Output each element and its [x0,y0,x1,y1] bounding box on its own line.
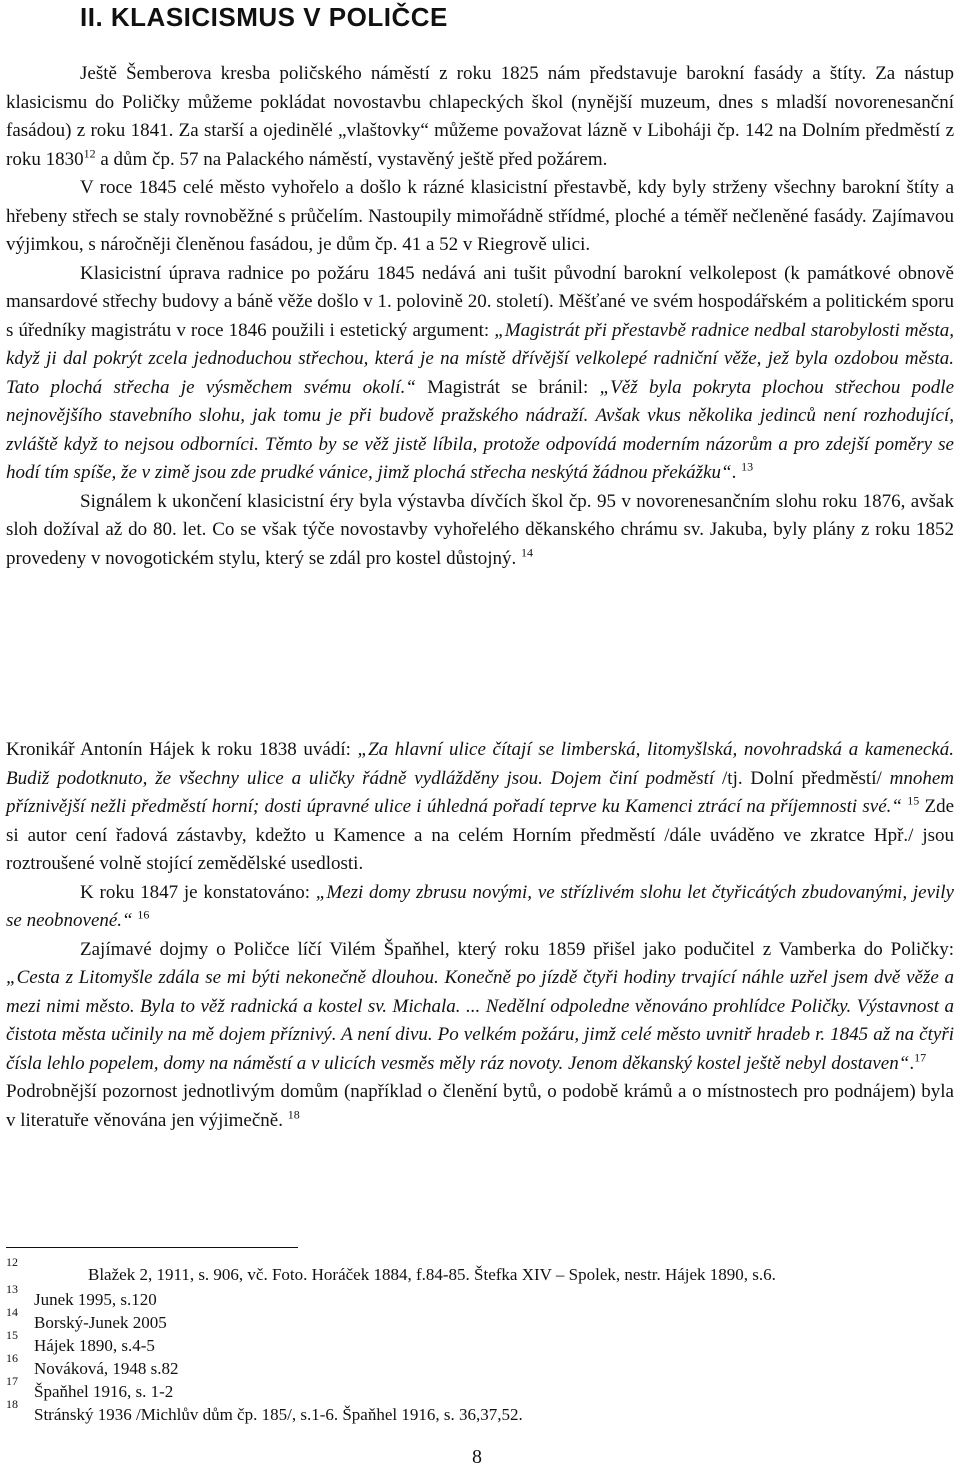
footnote-ref-14[interactable]: 14 [521,545,534,560]
footnote-ref-12[interactable]: 12 [83,146,96,161]
footnote-item: 12 Blažek 2, 1911, s. 906, vč. Foto. Horáček 1884, f.84-85. Štefka XIV – Spolek, nestr. Hájek 1890, s.6. [6,1255,776,1284]
footnote-ref-13[interactable]: 13 [741,459,754,474]
footnote-item: 15 Hájek 1890, s.4-5 [6,1328,155,1355]
chapter-heading: II. KLASICISMUS V POLIČCE [80,2,448,32]
paragraph-6: K roku 1847 je konstatováno: „Mezi domy zbrusu novými, ve střízlivém slohu let čtyřicátých zbudovanými, jevily se neobnovené.“ $^{16}$ [6,881,954,931]
paragraph-7: Zajímavé dojmy o Poličce líčí Vilém Špaňhel, který roku 1859 přišel jako podučitel z Vamberka do Poličky: „Cesta z Litomyšle zdála se mi býti nekonečně dlouhou. Konečně po jízdě čtyři hodiny trvající náhle uzřel jsem dvě věže a mezi nimi město. Byla to věž radnická a kostel sv. Michala. ... Nedělní odpoledne věnováno prohlídce Poličky. Výstavnost a čistota města učinily na mě dojem příznivý. A není divu. Po velkém požáru, jimž celé město uvnitř hradeb r. 1845 až na čtyři čísla lehlo popelem, domy na náměstí a v ulicích vesměs měly ráz novoty. Jenom děkanský kostel ještě nebyl dostaven“.$^{17}$ [6,938,954,1074]
body-text-section-1 [6,60,954,573]
footnote-ref-17[interactable]: 17 [914,1050,927,1065]
paragraph-8: Podrobnější pozornost jednotlivým domům (například o členění bytů, o podobě krámů a o místnostech pro podnájem) byla v literatuře věnována jen výjimečně. $^{18}$ [6,1081,954,1131]
footnote-ref-16[interactable]: 16 [137,907,150,922]
footnote-item: 17 Špaňhel 1916, s. 1-2 [6,1374,174,1401]
page-number: 8 [472,1446,482,1468]
paragraph-1: Ještě Šemberova kresba poličského náměstí z roku 1825 nám představuje barokní fasády a štíty. Za nástup klasicismu do Poličky můžeme pokládat novostavbu chlapeckých škol (nynější muzeum, dnes s mladší novorenesanční fasádou) z roku 1841. Za starší a ojedinělé „vlaštovky“ můžeme považovat lázně v Liboháji čp. 142 na Dolním předměstí z roku 1830$^{12}$ a dům čp. 57 na Palackého náměstí, vystavěný ještě před požárem. [6,63,954,170]
paragraph-3: Klasicistní úprava radnice po požáru 1845 nedává ani tušit původní barokní velkolepost (k památkové obnově mansardové střechy budovy a báně věže došlo v 1. polovině 20. století). Měšťané ve svém hospodářském a politickém sporu s úředníky magistrátu v roce 1846 použili i estetický argument: „Magistrát při přestavbě radnice nedbal starobylosti města, když ji dal pokrýt zcela jednoduchou střechou, která je na místě dřívější velkolepé radniční věže, jež byla ozdobou města. Tato plochá střecha je výsměchem svému okolí.“ Magistrát se bránil: „Věž byla pokryta plochou střechou podle nejnovějšího stavebního slohu, jak tomu je při budově pražského nádraží. Avšak vkus několika jedinců není rozhodující, zvláště když to nejsou odborníci. Těmto by se věž jistě líbila, protože odpovídá moderním názorům a pro zdejší poměry se hodí tím spíše, že v zimě jsou zde prudké vánice, jimž plochá střecha neskýtá žádnou překážku“. $^{13}$ [6,262,954,483]
footnote-item: 13 Junek 1995, s.120 [6,1282,157,1309]
body-text-section-2 [6,736,954,1135]
footnotes [6,1255,954,1424]
footnote-item: 14 Borský-Junek 2005 [6,1305,167,1332]
footnote-ref-18[interactable]: 18 [287,1107,300,1122]
footnote-ref-15[interactable]: 15 [907,793,920,808]
paragraph-5: Kronikář Antonín Hájek k roku 1838 uvádí: „Za hlavní ulice čítají se limberská, litomyšlská, novohradská a kamenecká. Budiž podotknuto, že všechny ulice a uličky řádně vydlážděny jsou. Dojem činí podměstí /tj. Dolní předměstí/ mnohem příznivější nežli předměstí horní; dosti úpravné ulice i úhledná pořadí teprve ku Kamenci ztrácí na příjemnosti své.“ $^{15}$ Zde si autor cení řadová zástavby, kdežto u Kamence a na celém Horním předměstí /dále uváděno ve zkratce Hpř./ jsou roztroušené volně stojící zemědělské usedlosti. [6,739,955,874]
paragraph-4: Signálem k ukončení klasicistní éry byla výstavba dívčích škol čp. 95 v novorenesančním slohu roku 1876, avšak sloh dožíval až do 80. let. Co se však týče novostavby vyhořelého děkanského chrámu sv. Jakuba, byly plány z roku 1852 provedeny v novogotickém stylu, který se zdál pro kostel důstojný. $^{14}$ [6,490,954,569]
footnote-item: 16 Nováková, 1948 s.82 [6,1351,179,1378]
paragraph-2: V roce 1845 celé město vyhořelo a došlo k rázné klasicistní přestavbě, kdy byly strženy všechny barokní štíty a hřebeny střech se staly rovnoběžné s průčelím. Nastoupily mimořádně střídmé, ploché a téměř nečleněné fasády. Zajímavou výjimkou, s náročněji členěnou fasádou, je dům čp. 41 a 52 v Riegrově ulici. [6,177,954,255]
footnote-item: 18 Stránský 1936 /Michlův dům čp. 185/, s.1-6. Špaňhel 1916, s. 36,37,52. [6,1397,523,1424]
footnote-divider [6,1247,298,1248]
